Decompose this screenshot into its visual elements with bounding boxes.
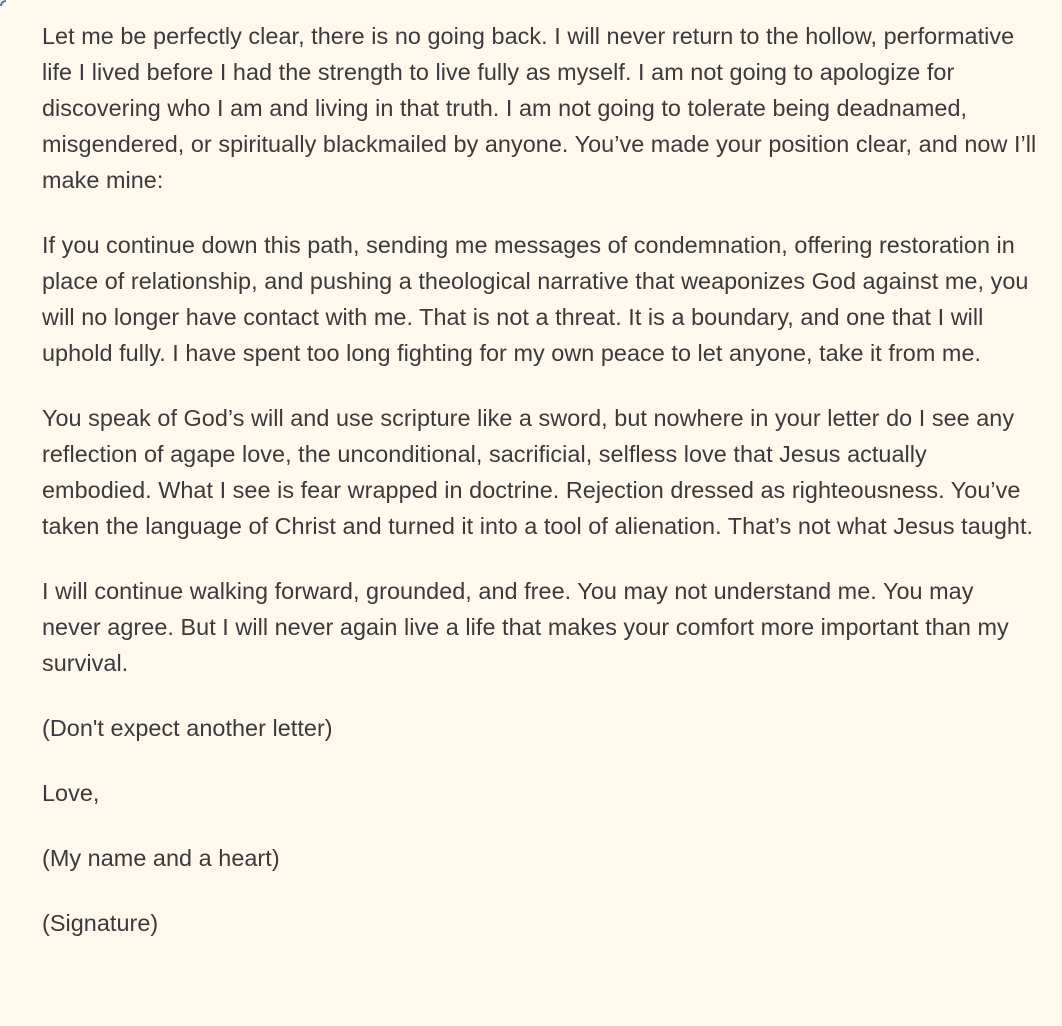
paragraph-signature-placeholder: (Signature) <box>42 910 159 936</box>
paragraph-final-note: (Don't expect another letter) <box>42 715 333 741</box>
paragraph-closing-statement: I will continue walking forward, grounded, and free. You may not understand me. You may never agree. But I will never again live a life that makes your comfort more important than my survival. <box>42 578 1009 676</box>
paragraph-scripture: You speak of God’s will and use scripture like a sword, but nowhere in your letter do I see any reflection of agape love, the unconditional, sacrificial, selfless love that Jesus actually embodied. What I see is fear wrapped in doctrine. Rejection dressed as righteousness. You’ve taken the language of Christ and turned it into a tool of alienation. That’s not what Jesus taught. <box>42 405 1034 539</box>
paragraph-intro: Let me be perfectly clear, there is no going back. I will never return to the hollow, performative life I lived before I had the strength to live fully as myself. I am not going to apologize for discovering who I am and living in that truth. I am not going to tolerate being deadnamed, misgendered, or spiritually blackmailed by anyone. You’ve made your position clear, and now I’ll make mine: <box>42 23 1037 193</box>
paragraph-name-placeholder: (My name and a heart) <box>42 845 280 871</box>
paragraph-signoff: Love, <box>42 780 100 806</box>
paragraph-boundary: If you continue down this path, sending me messages of condemnation, offering restoration in place of relationship, and pushing a theological narrative that weaponizes God against me, you will no longer have contact with me. That is not a threat. It is a boundary, and one that I will uphold fully. I have spent too long fighting for my own peace to let anyone, take it from me. <box>42 232 1029 366</box>
selection-corner-mark <box>0 0 6 6</box>
